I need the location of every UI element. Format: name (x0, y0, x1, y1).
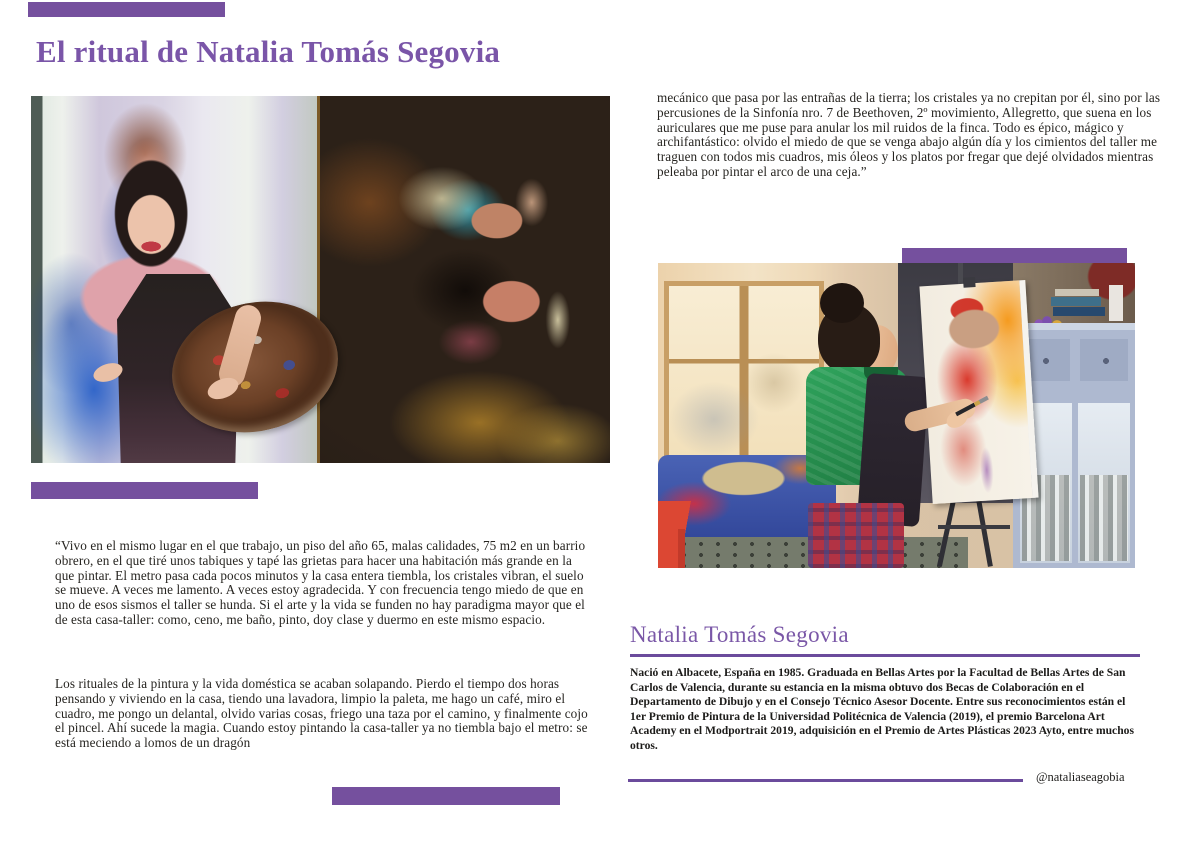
handle-rule (628, 779, 1023, 782)
plaid-skirt-shape (808, 503, 904, 568)
instagram-handle: @nataliaseagobia (1036, 770, 1125, 784)
accent-bar-bottom (332, 787, 560, 805)
page-title: El ritual de Natalia Tomás Segovia (36, 34, 501, 69)
quote-paragraph-1: “Vivo en el mismo lugar en el que trabajo, un piso del año 65, malas calidades, 75 m2 en un barrio obrero, en el que tiré unos tabiques y tapé las grietas para hacer una habitación más grande en la que pintar. El metro pasa cada pocos minutos y la casa entera tiembla, los cristales vibran, el suelo se mueve. A veces me lamento. A veces estoy agradecida. Y con frecuencia tengo miedo de que en uno de esos sismos el taller se hunda. Si el arte y la vida se funden no hay paradigma mayor que el de esta casa-taller: como, ceno, me baño, pinto, doy clase y duermo en este mismo espacio. (55, 538, 586, 627)
quote-paragraph-2: Los rituales de la pintura y la vida doméstica se acaban solapando. Pierdo el tiempo dos horas pensando y viviendo en la casa, tiendo una lavadora, limpio la paleta, me hago un café, miro el cuadro, me pongo un delantal, olvido varias cosas, friego una taza por el camino, y finalmente cojo el pincel. Ahí sucede la magia. Cuando estoy pintando la casa-taller ya no tiembla bajo el metro: se está meciendo a lomos de un dragón (55, 676, 588, 751)
easel-leg-shape (976, 499, 993, 567)
accent-bar-under-collage (31, 482, 258, 499)
shelf-clutter-shape (1013, 263, 1135, 325)
bio-text: Nació en Albacete, España en 1985. Graduada en Bellas Artes por la Facultad de Bellas Artes de San Carlos de Valencia, durante su estancia en la misma obtuvo dos Becas de Colaboración en el Departamento de Dibujo y en el Consejo Técnico Asesor Docente. Entre sus reconocimientos están el 1er Premio de Pintura de la Universidad Politécnica de Valencia (2019), el premio Barcelona Art Academy en el Modportrait 2019, adquisición en el Premio de Artes Plásticas 2023 Ayto, entre muchos otros. (630, 666, 1134, 752)
red-stool-shape (658, 501, 706, 568)
collage-photo (31, 96, 610, 463)
accent-bar-photo-top (902, 248, 1127, 263)
heading-rule (630, 654, 1140, 657)
artist-hair-shape (818, 303, 880, 373)
canvas-portrait-shape (919, 280, 1038, 504)
photo-dark-painting (317, 96, 610, 463)
quote-paragraph-3: mecánico que pasa por las entrañas de la tierra; los cristales ya no crepitan por él, sino por las percusiones de la Sinfonía nro. 7 de Beethoven, 2º movimiento, Allegretto, que suena en los auriculares que me puse para anular los mil ruidos de la finca. Todo es épico, mágico y archifantástico: olvido el miedo de que se venga abajo algún día y los cimientos del taller me traguen con todos mis cuadros, mis óleos y los platos por fregar que dejé olvidados mientras peleaba por pintar el arco de una ceja.” (657, 90, 1161, 179)
easel-crossbar-shape (938, 525, 1010, 529)
accent-bar-top (28, 2, 225, 17)
artist-name-heading: Natalia Tomás Segovia (630, 622, 849, 647)
studio-photo (658, 263, 1135, 568)
handle-row (628, 770, 1184, 786)
